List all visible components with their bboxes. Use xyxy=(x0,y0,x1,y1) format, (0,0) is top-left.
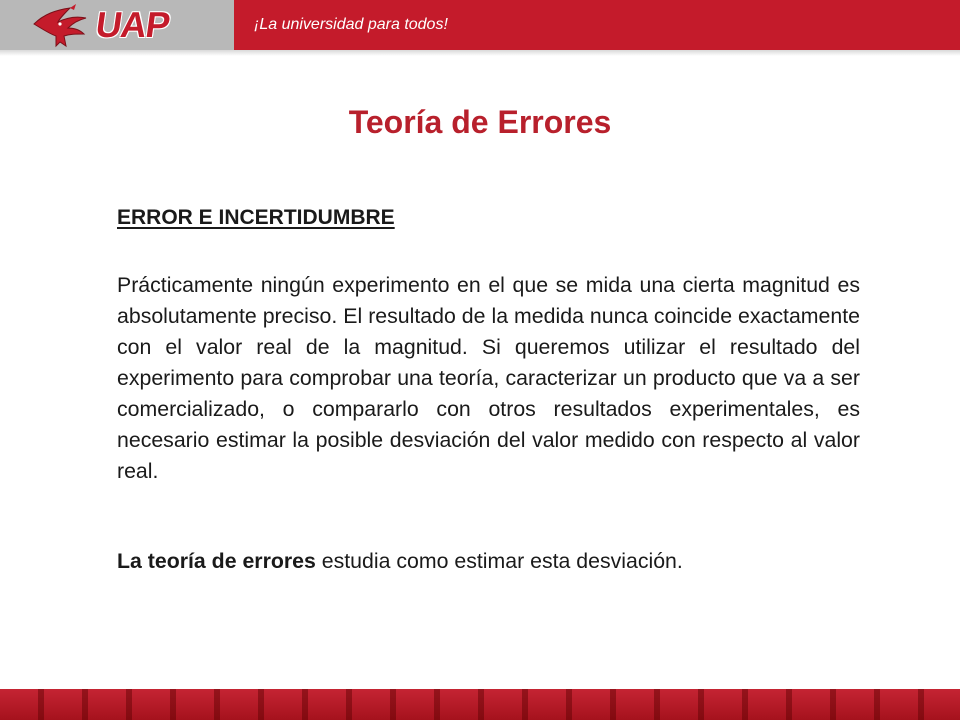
section-heading: ERROR E INCERTIDUMBRE xyxy=(117,206,395,229)
summary-rest-text: estudia como estimar esta desviación. xyxy=(315,549,683,573)
logo-text: UAP xyxy=(93,4,172,45)
pegasus-logo-icon xyxy=(30,2,96,48)
tagline-area xyxy=(234,0,960,50)
footer-texture xyxy=(0,689,960,720)
slide-title: Teoría de Errores xyxy=(348,104,612,140)
summary-bold-text: La teoría de errores xyxy=(117,549,316,573)
header-shadow xyxy=(0,50,960,56)
header-bar xyxy=(0,0,960,50)
body-paragraph: Prácticamente ningún experimento en el que se mida una cierta magnitud es absolutamente preciso. El resultado de la medida nunca coincide exactamente con el valor real de la magnitud. Si queremos utilizar el resultado del experimento para comprobar una teoría, caracterizar un producto que va a ser comercializado, o compararlo con otros resultados experimentales, es necesario estimar la posible desviación del valor medido con respecto al valor real. xyxy=(117,273,860,483)
footer-bar xyxy=(0,689,960,720)
summary-line xyxy=(117,549,683,574)
logo-area xyxy=(0,0,234,50)
tagline-text: ¡La universidad para todos! xyxy=(254,16,448,33)
